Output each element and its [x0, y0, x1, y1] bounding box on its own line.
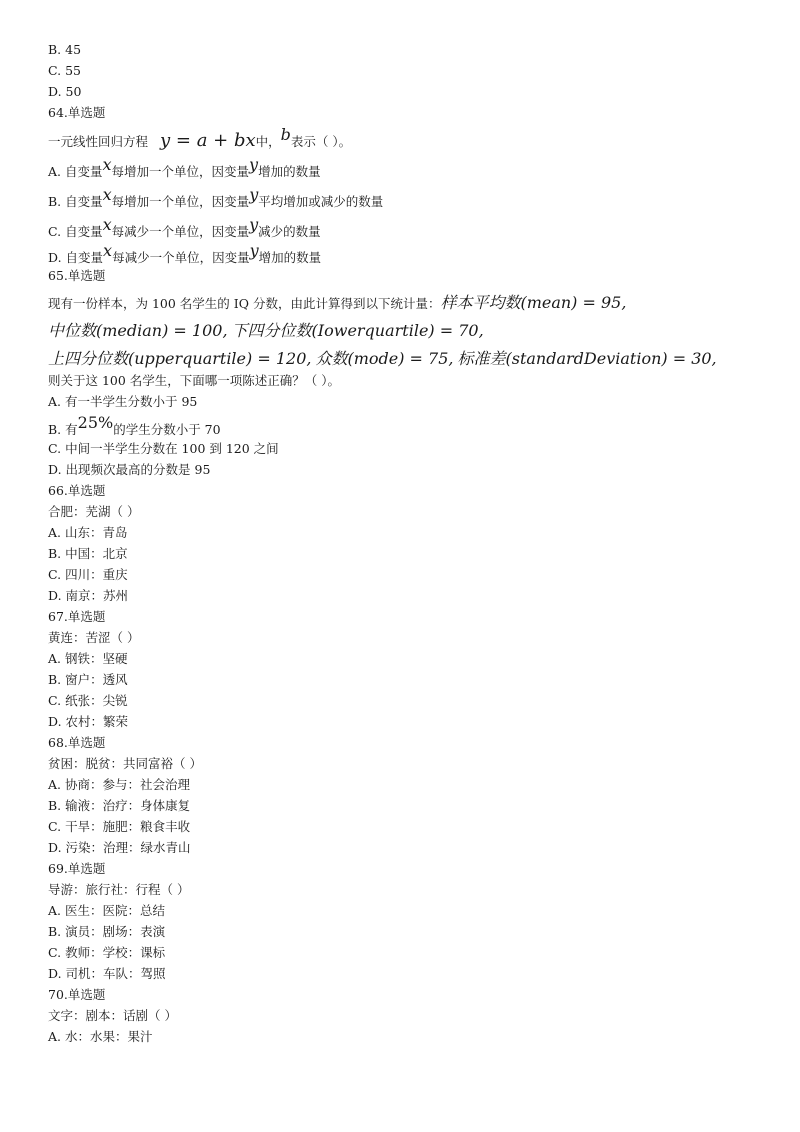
- option-text: A. 协商：参与：社会治理: [48, 777, 190, 792]
- stem-text: 表示（ ）。: [290, 134, 352, 149]
- option-text: C. 四川：重庆: [48, 567, 128, 582]
- option-c: [48, 216, 768, 246]
- option-text: D. 自变量: [48, 250, 104, 265]
- math-symbol: y: [249, 185, 259, 204]
- option-text: B. 演员：剧场：表演: [48, 924, 166, 939]
- question-stem: [48, 1008, 768, 1029]
- option-text: B. 有: [48, 422, 78, 437]
- option-c: [48, 441, 768, 462]
- math-symbol: x: [102, 185, 112, 204]
- question-stem: [48, 317, 768, 345]
- statistic-formula: 上四分位数(upperquartile) = 120,: [48, 349, 312, 368]
- question-stem: [48, 504, 768, 525]
- option-text: C. 干旱：施肥：粮食丰收: [48, 819, 191, 834]
- option-text: 增加的数量: [258, 164, 321, 179]
- option-d: [48, 84, 768, 105]
- option-b: [48, 42, 768, 63]
- option-b: [48, 415, 768, 441]
- question-header: [48, 609, 768, 630]
- option-text: A. 山东：青岛: [48, 525, 128, 540]
- option-d: [48, 241, 768, 268]
- statistic-formula: 众数(mode) = 75,: [315, 349, 454, 368]
- option-d: [48, 714, 768, 735]
- option-c: [48, 63, 768, 84]
- option-c: [48, 819, 768, 840]
- math-symbol: x: [102, 215, 112, 234]
- question-number: 66.单选题: [48, 483, 106, 498]
- statistic-formula: 标准差(standardDeviation) = 30,: [457, 349, 717, 368]
- question-number: 70.单选题: [48, 987, 106, 1002]
- option-d: [48, 588, 768, 609]
- option-text: B. 45: [48, 42, 82, 57]
- option-d: [48, 966, 768, 987]
- question-number: 69.单选题: [48, 861, 106, 876]
- math-symbol: y: [249, 241, 259, 260]
- option-text: D. 南京：苏州: [48, 588, 129, 603]
- option-text: D. 司机：车队：驾照: [48, 966, 166, 981]
- stem-text: 则关于这 100 名学生，下面哪一项陈述正确？（ ）。: [48, 373, 341, 388]
- stem-text: 贫困：脱贫：共同富裕（ ）: [48, 756, 202, 771]
- option-text: C. 纸张：尖锐: [48, 693, 128, 708]
- option-text: 每增加一个单位，因变量: [111, 164, 250, 179]
- option-text: 的学生分数小于 70: [113, 422, 221, 437]
- option-text: C. 55: [48, 63, 81, 78]
- option-b: [48, 546, 768, 567]
- question-header: [48, 987, 768, 1008]
- option-text: D. 50: [48, 84, 82, 99]
- option-text: B. 中国：北京: [48, 546, 128, 561]
- statistic-formula: 下四分位数(Iowerquartile) = 70,: [231, 321, 484, 340]
- question-header: [48, 735, 768, 756]
- option-text: 平均增加或减少的数量: [258, 194, 384, 209]
- option-text: A. 医生：医院：总结: [48, 903, 165, 918]
- option-d: [48, 462, 768, 483]
- option-text: D. 出现频次最高的分数是 95: [48, 462, 211, 477]
- math-symbol: b: [280, 125, 291, 144]
- stem-text: 合肥：芜湖（ ）: [48, 504, 140, 519]
- statistic-formula: 中位数(median) = 100,: [48, 321, 228, 340]
- option-text: 每增加一个单位，因变量: [111, 194, 250, 209]
- option-text: B. 输液：治疗：身体康复: [48, 798, 191, 813]
- option-text: 每减少一个单位，因变量: [112, 250, 250, 265]
- question-stem: [48, 373, 768, 394]
- option-a: [48, 394, 768, 415]
- option-c: [48, 945, 768, 966]
- question-header: [48, 861, 768, 882]
- option-text: C. 自变量: [48, 224, 103, 239]
- stem-text: 现有一份样本，为 100 名学生的 IQ 分数，由此计算得到以下统计量：: [48, 296, 441, 311]
- option-a: [48, 651, 768, 672]
- option-text: A. 钢铁：坚硬: [48, 651, 128, 666]
- option-text: B. 窗户：透风: [48, 672, 128, 687]
- question-number: 68.单选题: [48, 735, 106, 750]
- question-stem: [48, 630, 768, 651]
- option-text: D. 农村：繁荣: [48, 714, 129, 729]
- option-text: A. 水：水果：果汁: [48, 1029, 153, 1044]
- option-a: [48, 525, 768, 546]
- math-symbol: y: [249, 155, 259, 174]
- option-text: B. 自变量: [48, 194, 103, 209]
- stem-text: 文字：剧本：话剧（ ）: [48, 1008, 177, 1023]
- option-text: C. 教师：学校：课标: [48, 945, 166, 960]
- question-header: [48, 268, 768, 289]
- option-a: [48, 156, 768, 186]
- option-text: 每减少一个单位，因变量: [111, 224, 250, 239]
- question-header: [48, 105, 768, 126]
- question-stem: [48, 882, 768, 903]
- math-symbol: y: [249, 215, 259, 234]
- option-d: [48, 840, 768, 861]
- option-b: [48, 924, 768, 945]
- stem-text: 导游：旅行社：行程（ ）: [48, 882, 190, 897]
- option-c: [48, 567, 768, 588]
- question-stem: [48, 756, 768, 777]
- stem-text: 中，: [255, 134, 281, 149]
- question-number: 67.单选题: [48, 609, 106, 624]
- option-a: [48, 777, 768, 798]
- stem-text: 一元线性回归方程: [48, 134, 149, 149]
- option-text: D. 污染：治理：绿水青山: [48, 840, 191, 855]
- stem-text: 黄连：苦涩（ ）: [48, 630, 140, 645]
- option-b: [48, 798, 768, 819]
- option-b: [48, 672, 768, 693]
- document-page: [48, 42, 768, 1050]
- option-a: [48, 1029, 768, 1050]
- option-text: A. 自变量: [48, 164, 103, 179]
- option-a: [48, 903, 768, 924]
- regression-formula: y = a + bx: [160, 130, 256, 151]
- statistic-formula: 样本平均数(mean) = 95,: [440, 293, 627, 312]
- math-symbol: x: [102, 155, 112, 174]
- math-symbol: x: [103, 241, 113, 260]
- option-b: [48, 186, 768, 216]
- option-text: 增加的数量: [258, 250, 322, 265]
- question-number: 65.单选题: [48, 268, 106, 283]
- question-stem: [48, 289, 768, 317]
- question-header: [48, 483, 768, 504]
- question-stem: [48, 126, 768, 156]
- math-symbol: 25%: [77, 413, 114, 432]
- option-text: C. 中间一半学生分数在 100 到 120 之间: [48, 441, 279, 456]
- option-text: A. 有一半学生分数小于 95: [48, 394, 198, 409]
- option-text: 减少的数量: [258, 224, 321, 239]
- option-c: [48, 693, 768, 714]
- question-number: 64.单选题: [48, 105, 106, 120]
- question-stem: [48, 345, 768, 373]
